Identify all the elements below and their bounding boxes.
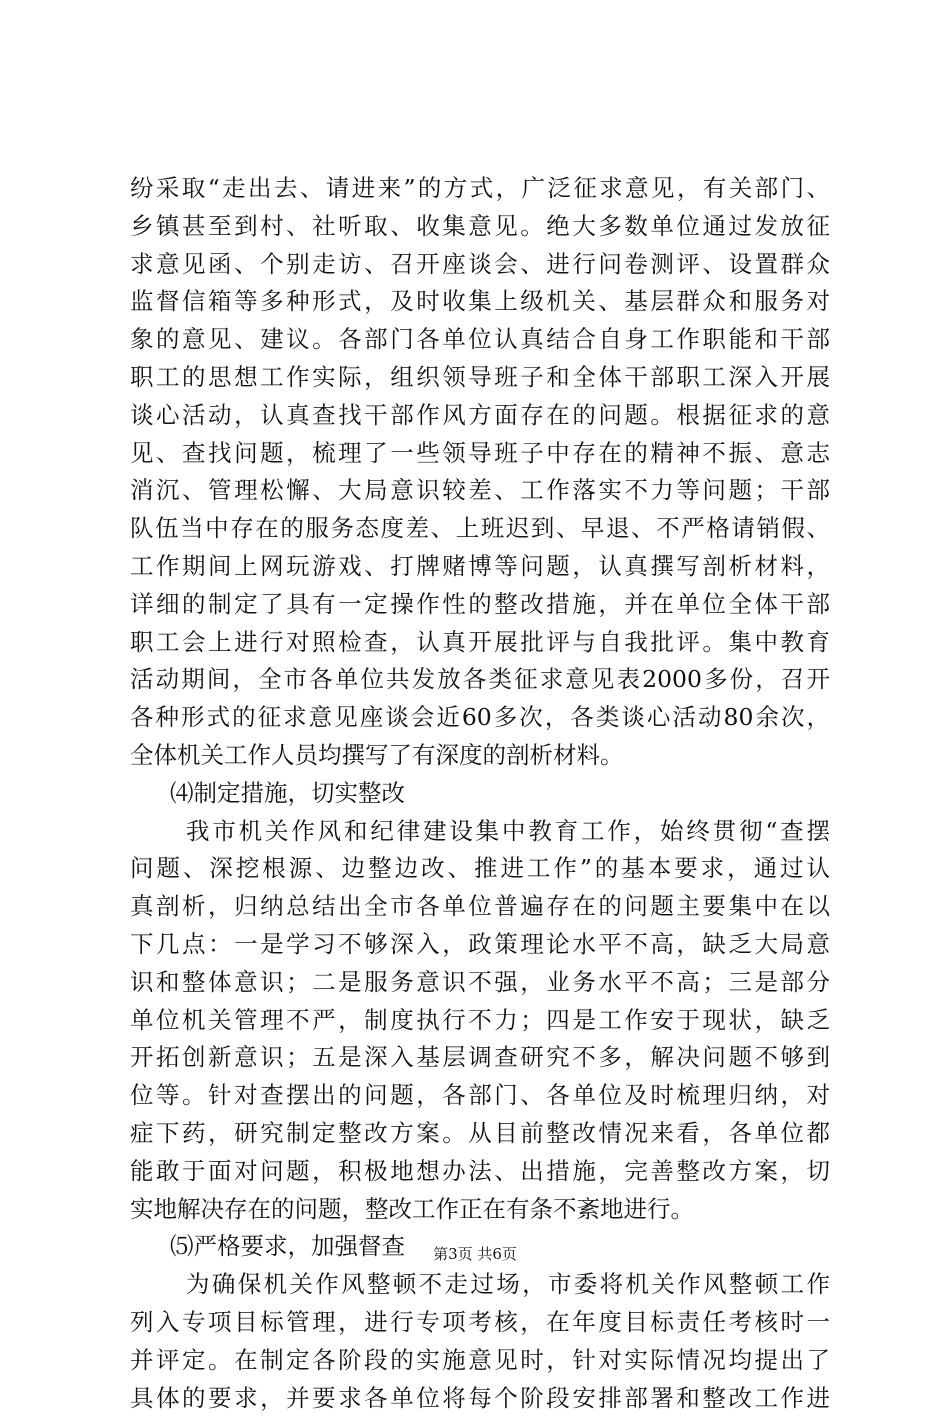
text-line: 识和整体意识；二是服务意识不强，业务水平不高；三是部分: [130, 964, 830, 1002]
text-line: 职工的思想工作实际，组织领导班子和全体干部职工深入开展: [130, 359, 830, 397]
text-line: 工作期间上网玩游戏、打牌赌博等问题，认真撰写剖析材料，: [130, 548, 830, 586]
text-line: 纷采取“走出去、请进来”的方式，广泛征求意见，有关部门、: [130, 170, 830, 208]
text-line: 列入专项目标管理，进行专项考核，在年度目标责任考核时一: [130, 1304, 830, 1342]
text-line: 具体的要求，并要求各单位将每个阶段安排部署和整改工作进: [130, 1380, 830, 1417]
text-line: 问题、深挖根源、边整边改、推进工作”的基本要求，通过认: [130, 850, 830, 888]
page-number-footer: 第3页 共6页: [0, 1244, 950, 1264]
section-heading: ⑸严格要求，加强督查: [130, 1228, 830, 1266]
text-line: 消沉、管理松懈、大局意识较差、工作落实不力等问题；干部: [130, 472, 830, 510]
text-line: 象的意见、建议。各部门各单位认真结合自身工作职能和干部: [130, 321, 830, 359]
text-line: 见、查找问题，梳理了一些领导班子中存在的精神不振、意志: [130, 435, 830, 473]
section-heading: ⑷制定措施，切实整改: [130, 775, 830, 813]
text-line: 开拓创新意识；五是深入基层调查研究不多，解决问题不够到: [130, 1039, 830, 1077]
text-line: 全体机关工作人员均撰写了有深度的剖析材料。: [130, 737, 830, 775]
text-line: 各种形式的征求意见座谈会近60多次，各类谈心活动80余次，: [130, 699, 830, 737]
text-line: 位等。针对查摆出的问题，各部门、各单位及时梳理归纳，对: [130, 1077, 830, 1115]
text-line: 单位机关管理不严，制度执行不力；四是工作安于现状，缺乏: [130, 1002, 830, 1040]
text-line: 症下药，研究制定整改方案。从目前整改情况来看，各单位都: [130, 1115, 830, 1153]
text-line: 并评定。在制定各阶段的实施意见时，针对实际情况均提出了: [130, 1342, 830, 1380]
text-line: 活动期间，全市各单位共发放各类征求意见表2000多份，召开: [130, 661, 830, 699]
text-line: 详细的制定了具有一定操作性的整改措施，并在单位全体干部: [130, 586, 830, 624]
text-line: 职工会上进行对照检查，认真开展批评与自我批评。集中教育: [130, 624, 830, 662]
text-line: 队伍当中存在的服务态度差、上班迟到、早退、不严格请销假、: [130, 510, 830, 548]
text-line: 下几点：一是学习不够深入，政策理论水平不高，缺乏大局意: [130, 926, 830, 964]
paragraph-first-line: 我市机关作风和纪律建设集中教育工作，始终贯彻“查摆: [130, 813, 830, 851]
text-line: 谈心活动，认真查找干部作风方面存在的问题。根据征求的意: [130, 397, 830, 435]
body-text: [130, 170, 830, 1417]
text-line: 监督信箱等多种形式，及时收集上级机关、基层群众和服务对: [130, 283, 830, 321]
text-line: 实地解决存在的问题，整改工作正在有条不紊地进行。: [130, 1191, 830, 1229]
text-line: 求意见函、个别走访、召开座谈会、进行问卷测评、设置群众: [130, 246, 830, 284]
text-line: 能敢于面对问题，积极地想办法、出措施，完善整改方案，切: [130, 1153, 830, 1191]
text-line: 乡镇甚至到村、社听取、收集意见。绝大多数单位通过发放征: [130, 208, 830, 246]
text-line: 真剖析，归纳总结出全市各单位普遍存在的问题主要集中在以: [130, 888, 830, 926]
paragraph-first-line: 为确保机关作风整顿不走过场，市委将机关作风整顿工作: [130, 1266, 830, 1304]
